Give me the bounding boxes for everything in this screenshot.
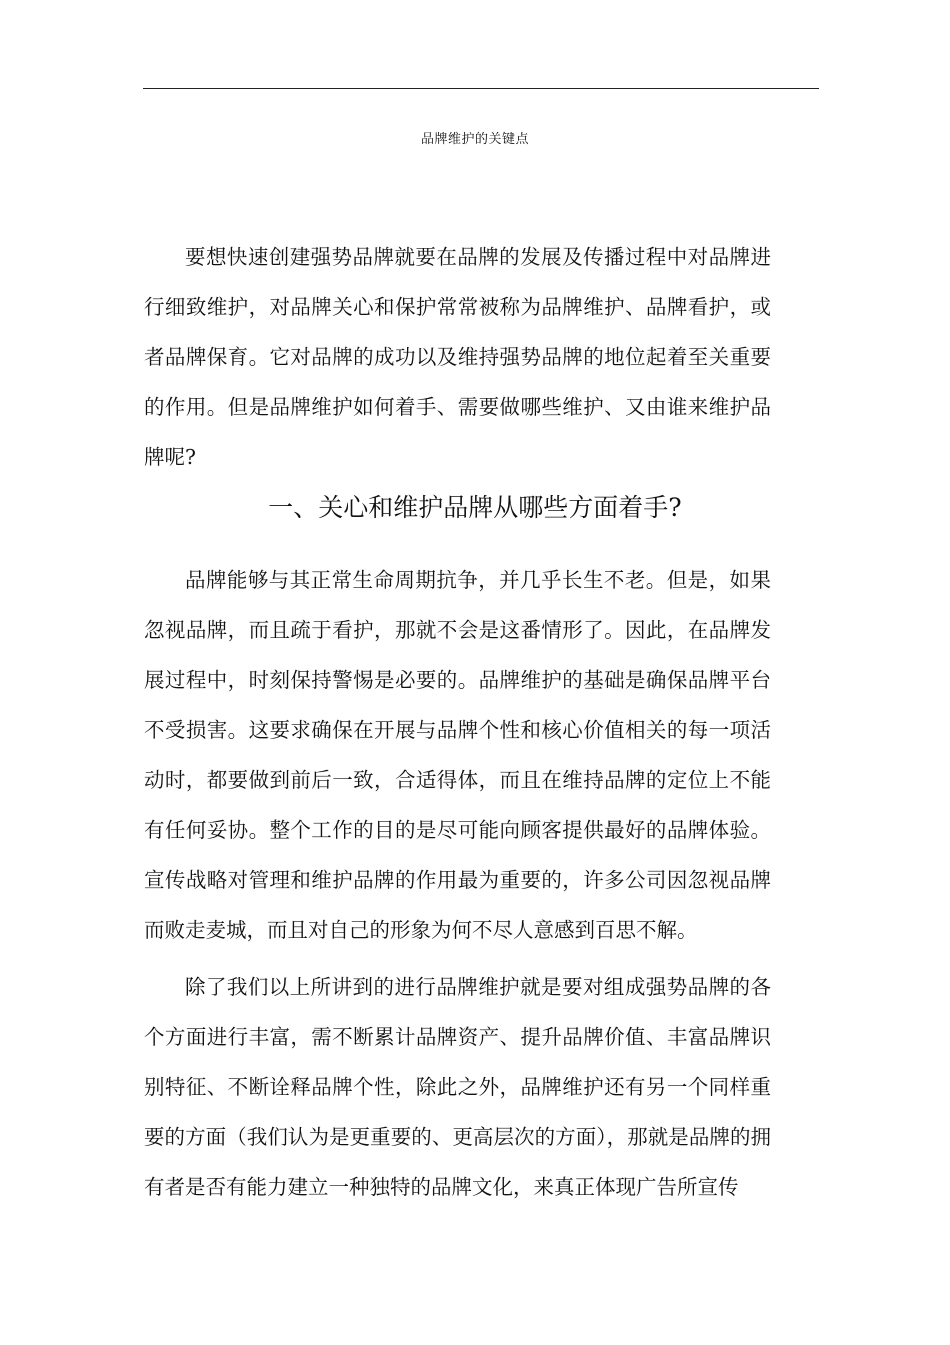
intro-paragraph: 要想快速创建强势品牌就要在品牌的发展及传播过程中对品牌进行细致维护，对品牌关心和保护常常被称为品牌维护、品牌看护，或者品牌保育。它对品牌的成功以及维持强势品牌的地位起着至关重要的作用。但是品牌维护如何着手、需要做哪些维护、又由谁来维护品牌呢? [144, 245, 771, 469]
body-paragraph-1: 品牌能够与其正常生命周期抗争，并几乎长生不老。但是，如果忽视品牌，而且疏于看护，那就不会是这番情形了。因此，在品牌发展过程中，时刻保持警惕是必要的。品牌维护的基础是确保品牌平台不受损害。这要求确保在开展与品牌个性和核心价值相关的每一项活动时，都要做到前后一致，合适得体，而且在维持品牌的定位上不能有任何妥协。整个工作的目的是尽可能向顾客提供最好的品牌体验。宣传战略对管理和维护品牌的作用最为重要的，许多公司因忽视品牌而败走麦城，而且对自己的形象为何不尽人意感到百思不解。 [144, 568, 771, 942]
section-heading: 一、关心和维护品牌从哪些方面着手? [268, 493, 682, 522]
header-divider [143, 88, 819, 89]
body-paragraph-2: 除了我们以上所讲到的进行品牌维护就是要对组成强势品牌的各个方面进行丰富，需不断累计品牌资产、提升品牌价值、丰富品牌识别特征、不断诠释品牌个性，除此之外，品牌维护还有另一个同样重要的方面（我们认为是更重要的、更高层次的方面），那就是品牌的拥有者是否有能力建立一种独特的品牌文化，来真正体现广告所宣传 [144, 975, 771, 1199]
page-header-title: 品牌维护的关键点 [420, 132, 529, 147]
